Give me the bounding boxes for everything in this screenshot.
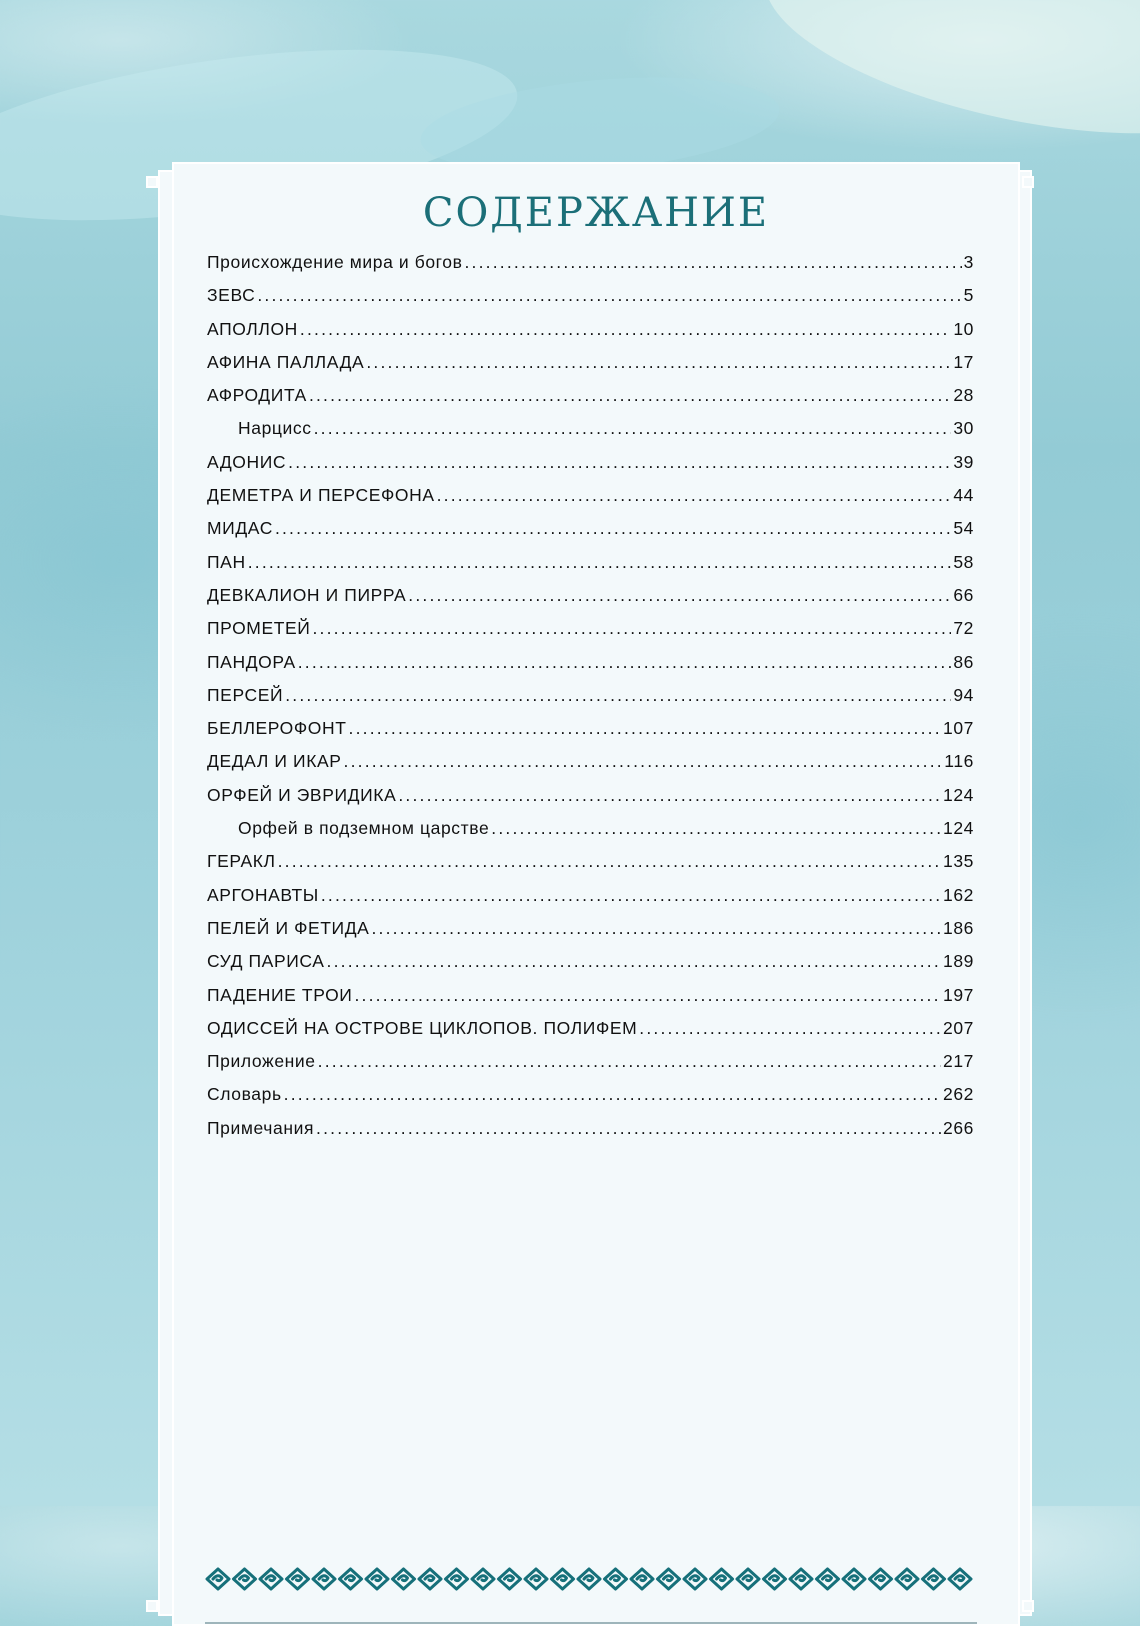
toc-entry[interactable] [207,485,974,518]
meander-unit [923,1569,945,1589]
meander-unit [287,1569,309,1589]
dot-leader [257,285,961,306]
toc-entry-label: Примечания [207,1117,315,1138]
toc-entry[interactable] [207,985,974,1018]
toc-entry-page-number: 17 [953,351,974,372]
dot-leader [321,885,941,906]
dot-leader [327,951,941,972]
toc-entry-label: ОРФЕЙ И ЭВРИДИКА [207,784,397,805]
dot-leader [284,1084,941,1105]
toc-entry-page-number: 10 [953,318,974,339]
toc-entry[interactable] [207,918,974,951]
toc-entry[interactable] [207,452,974,485]
toc-entry[interactable] [207,652,974,685]
bottom-divider [205,1622,977,1624]
toc-entry-label: ДЕВКАЛИОН И ПИРРА [207,584,407,605]
toc-entry-label: АФРОДИТА [207,385,307,406]
meander-unit [472,1569,494,1589]
dot-leader [288,452,951,473]
toc-entry-label: Приложение [207,1051,316,1072]
toc-entry-label: ОДИССЕЙ НА ОСТРОВЕ ЦИКЛОПОВ. ПОЛИФЕМ [207,1017,638,1038]
toc-entry-page-number: 58 [953,551,974,572]
toc-entry[interactable] [207,1084,974,1117]
dot-leader [398,785,941,806]
toc-entry-page-number: 217 [943,1051,974,1072]
toc-entry-label: МИДАС [207,518,273,539]
meander-unit [419,1569,441,1589]
toc-entry[interactable] [207,285,974,318]
toc-entry-page-number: 30 [953,418,974,439]
toc-entry-page-number: 207 [943,1017,974,1038]
dot-leader [285,685,951,706]
meander-unit [896,1569,918,1589]
toc-entry-page-number: 94 [953,684,974,705]
toc-subentry[interactable] [207,418,974,451]
meander-unit [711,1569,733,1589]
toc-entry-label: АДОНИС [207,451,287,472]
dot-leader [639,1018,941,1039]
toc-entry-label: Словарь [207,1084,282,1105]
meander-unit [790,1569,812,1589]
toc-entry-label: ПАН [207,551,246,572]
toc-entry-label: ПЕЛЕЙ И ФЕТИДА [207,917,370,938]
toc-entry-page-number: 186 [943,917,974,938]
toc-entry[interactable] [207,319,974,352]
meander-unit [499,1569,521,1589]
dot-leader [314,418,952,439]
dot-leader [316,1118,941,1139]
toc-entry[interactable] [207,685,974,718]
toc-entry-page-number: 28 [953,385,974,406]
toc-entry-page-number: 3 [963,252,974,272]
corner-ornament [1022,176,1034,188]
meander-unit [764,1569,786,1589]
meander-unit [207,1569,229,1589]
toc-entry[interactable] [207,518,974,551]
toc-entry-page-number: 189 [943,951,974,972]
dot-leader [465,252,962,273]
meander-unit [843,1569,865,1589]
dot-leader [349,718,941,739]
meander-unit [737,1569,759,1589]
toc-entry-page-number: 197 [943,984,974,1005]
page-title: СОДЕРЖАНИЕ [422,190,770,236]
dot-leader [344,751,943,772]
toc-entry-label: ПЕРСЕЙ [207,684,284,705]
toc-entry-page-number: 44 [953,485,974,506]
toc-entry[interactable] [207,751,974,784]
meander-unit [313,1569,335,1589]
toc-entry-page-number: 124 [943,784,974,805]
toc-entry-label: ПРОМЕТЕЙ [207,618,311,639]
corner-ornament [146,176,158,188]
meander-unit [817,1569,839,1589]
meander-unit [446,1569,468,1589]
dot-leader [366,352,951,373]
toc-entry-page-number: 262 [943,1084,974,1105]
toc-entry-page-number: 266 [943,1117,974,1138]
toc-entry[interactable] [207,885,974,918]
watercolor-wave [747,0,1140,172]
toc-entry[interactable] [207,1018,974,1051]
toc-entry-page-number: 162 [943,884,974,905]
toc-entry-label: ГЕРАКЛ [207,851,276,872]
dot-leader [278,851,941,872]
toc-entry[interactable] [207,385,974,418]
meander-unit [605,1569,627,1589]
toc-entry-label: Происхождение мира и богов [207,252,463,272]
toc-entry[interactable] [207,252,974,285]
meander-unit [525,1569,547,1589]
toc-subentry[interactable] [207,818,974,851]
toc-entry[interactable] [207,585,974,618]
corner-ornament [146,1600,158,1612]
meander-unit [393,1569,415,1589]
dot-leader [248,552,952,573]
dot-leader [318,1051,941,1072]
toc-entry[interactable] [207,352,974,385]
toc-entry[interactable] [207,785,974,818]
toc-entry[interactable] [207,951,974,984]
toc-entry-label: АПОЛЛОН [207,318,298,339]
toc-entry[interactable] [207,552,974,585]
toc-entry-page-number: 135 [943,851,974,872]
toc-entry-label: АРГОНАВТЫ [207,884,319,905]
toc-entry-page-number: 54 [953,518,974,539]
meander-unit [552,1569,574,1589]
dot-leader [312,618,951,639]
toc-entry-label: Орфей в подземном царстве [238,818,490,839]
toc-entry-label: ДЕДАЛ И ИКАР [207,751,342,772]
meander-unit [260,1569,282,1589]
toc-entry-label: БЕЛЛЕРОФОНТ [207,718,347,739]
dot-leader [371,918,941,939]
dot-leader [354,985,941,1006]
toc-entry-label: ПАНДОРА [207,651,296,672]
toc-entry-label: ПАДЕНИЕ ТРОИ [207,984,353,1005]
dot-leader [408,585,951,606]
meander-unit [366,1569,388,1589]
toc-entry[interactable] [207,718,974,751]
toc-entry[interactable] [207,1051,974,1084]
dot-leader [275,518,951,539]
meander-unit [234,1569,256,1589]
toc-entry[interactable] [207,851,974,884]
toc-entry-page-number: 107 [943,718,974,739]
dot-leader [298,652,952,673]
meander-unit [340,1569,362,1589]
toc-entry-page-number: 86 [953,651,974,672]
toc-entry-label: ЗЕВС [207,285,256,306]
dot-leader [309,385,951,406]
toc-entry-page-number: 39 [953,451,974,472]
meander-unit [949,1569,971,1589]
meander-unit [684,1569,706,1589]
toc-entry-label: ДЕМЕТРА И ПЕРСЕФОНА [207,485,435,506]
meander-unit [631,1569,653,1589]
toc-entry-page-number: 66 [953,584,974,605]
corner-ornament [1022,1600,1034,1612]
toc-entry-page-number: 124 [943,818,974,839]
toc-entry-page-number: 116 [944,751,974,772]
dot-leader [491,818,941,839]
dot-leader [437,485,952,506]
meander-unit [578,1569,600,1589]
toc-entry-label: АФИНА ПАЛЛАДА [207,351,365,372]
meander-unit [870,1569,892,1589]
toc-entry-label: СУД ПАРИСА [207,951,325,972]
dot-leader [300,319,951,340]
toc-entry[interactable] [207,618,974,651]
toc-entry-page-number: 5 [963,285,974,306]
meander-ornament-icon [205,1566,975,1592]
toc-entry-page-number: 72 [953,618,974,639]
toc-entry-label: Нарцисс [238,418,312,439]
table-of-contents [207,252,974,1151]
meander-unit [658,1569,680,1589]
toc-entry[interactable] [207,1118,974,1151]
